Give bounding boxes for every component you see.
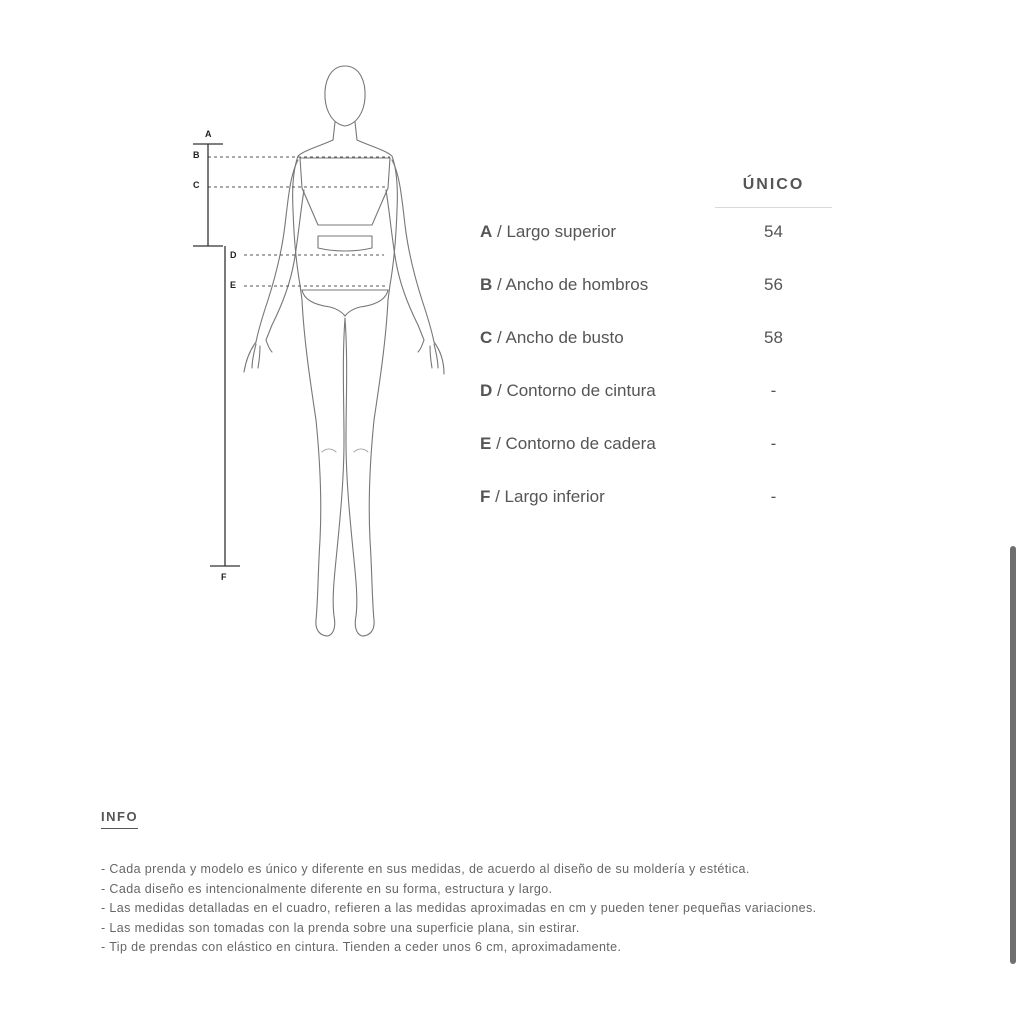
measure-row-a — [480, 222, 840, 246]
measure-letter: D — [480, 381, 493, 400]
label-d: D — [230, 250, 237, 260]
label-b: B — [193, 150, 200, 160]
measure-letter: F — [480, 487, 491, 506]
measure-label: / Contorno de cadera — [491, 434, 656, 453]
measure-letter: B — [480, 275, 493, 294]
body-measurement-figure — [0, 0, 470, 660]
measure-value: - — [770, 434, 777, 453]
mannequin-torso — [293, 140, 398, 300]
mannequin-legs — [302, 300, 388, 636]
label-c: C — [193, 180, 200, 190]
measure-value: 58 — [764, 328, 783, 347]
measure-label: / Contorno de cintura — [492, 381, 656, 400]
mannequin-neck — [333, 122, 357, 140]
measure-letter: E — [480, 434, 492, 453]
measure-row-f — [480, 487, 840, 511]
scrollbar-thumb[interactable] — [1010, 546, 1016, 964]
info-item: - Las medidas son tomadas con la prenda sobre una superficie plana, sin estirar. — [101, 920, 580, 935]
measure-row-b — [480, 275, 840, 299]
garment-briefs — [302, 290, 388, 316]
info-item: - Cada diseño es intencionalmente diferente en su forma, estructura y largo. — [101, 881, 553, 896]
info-item: - Tip de prendas con elástico en cintura. Tienden a ceder unos 6 cm, aproximadamente. — [101, 940, 622, 954]
measure-label: / Largo superior — [492, 222, 617, 241]
info-list — [101, 860, 817, 958]
measure-row-d — [480, 381, 840, 405]
measure-label: / Ancho de hombros — [492, 275, 649, 294]
measure-row-c — [480, 328, 840, 352]
size-column-header: ÚNICO — [742, 176, 805, 193]
measure-letter: C — [480, 328, 493, 347]
measure-value: 54 — [764, 222, 783, 241]
label-f: F — [221, 572, 227, 582]
mannequin-right-hand — [418, 340, 444, 374]
info-heading: INFO — [101, 809, 138, 829]
measure-label: / Largo inferior — [490, 487, 605, 506]
measure-label: / Ancho de busto — [492, 328, 624, 347]
measure-value: - — [770, 487, 777, 506]
measure-value: - — [770, 381, 777, 400]
measure-value: 56 — [764, 275, 783, 294]
mannequin-head — [325, 66, 365, 126]
measure-row-e — [480, 434, 840, 458]
info-item: - Cada prenda y modelo es único y diferente en sus medidas, de acuerdo al diseño de su moldería y estética. — [101, 862, 750, 876]
mannequin-left-hand — [244, 340, 272, 372]
info-item: - Las medidas detalladas en el cuadro, refieren a las medidas aproximadas en cm y pueden tener pequeñas variaciones. — [101, 901, 817, 915]
size-header-divider — [715, 207, 832, 208]
measure-letter: A — [480, 222, 493, 241]
mannequin-diagram — [0, 0, 470, 660]
label-a: A — [205, 129, 212, 139]
mannequin-right-arm — [386, 160, 434, 342]
garment-waistband — [318, 236, 372, 251]
label-e: E — [230, 280, 237, 290]
garment-top — [300, 158, 390, 225]
